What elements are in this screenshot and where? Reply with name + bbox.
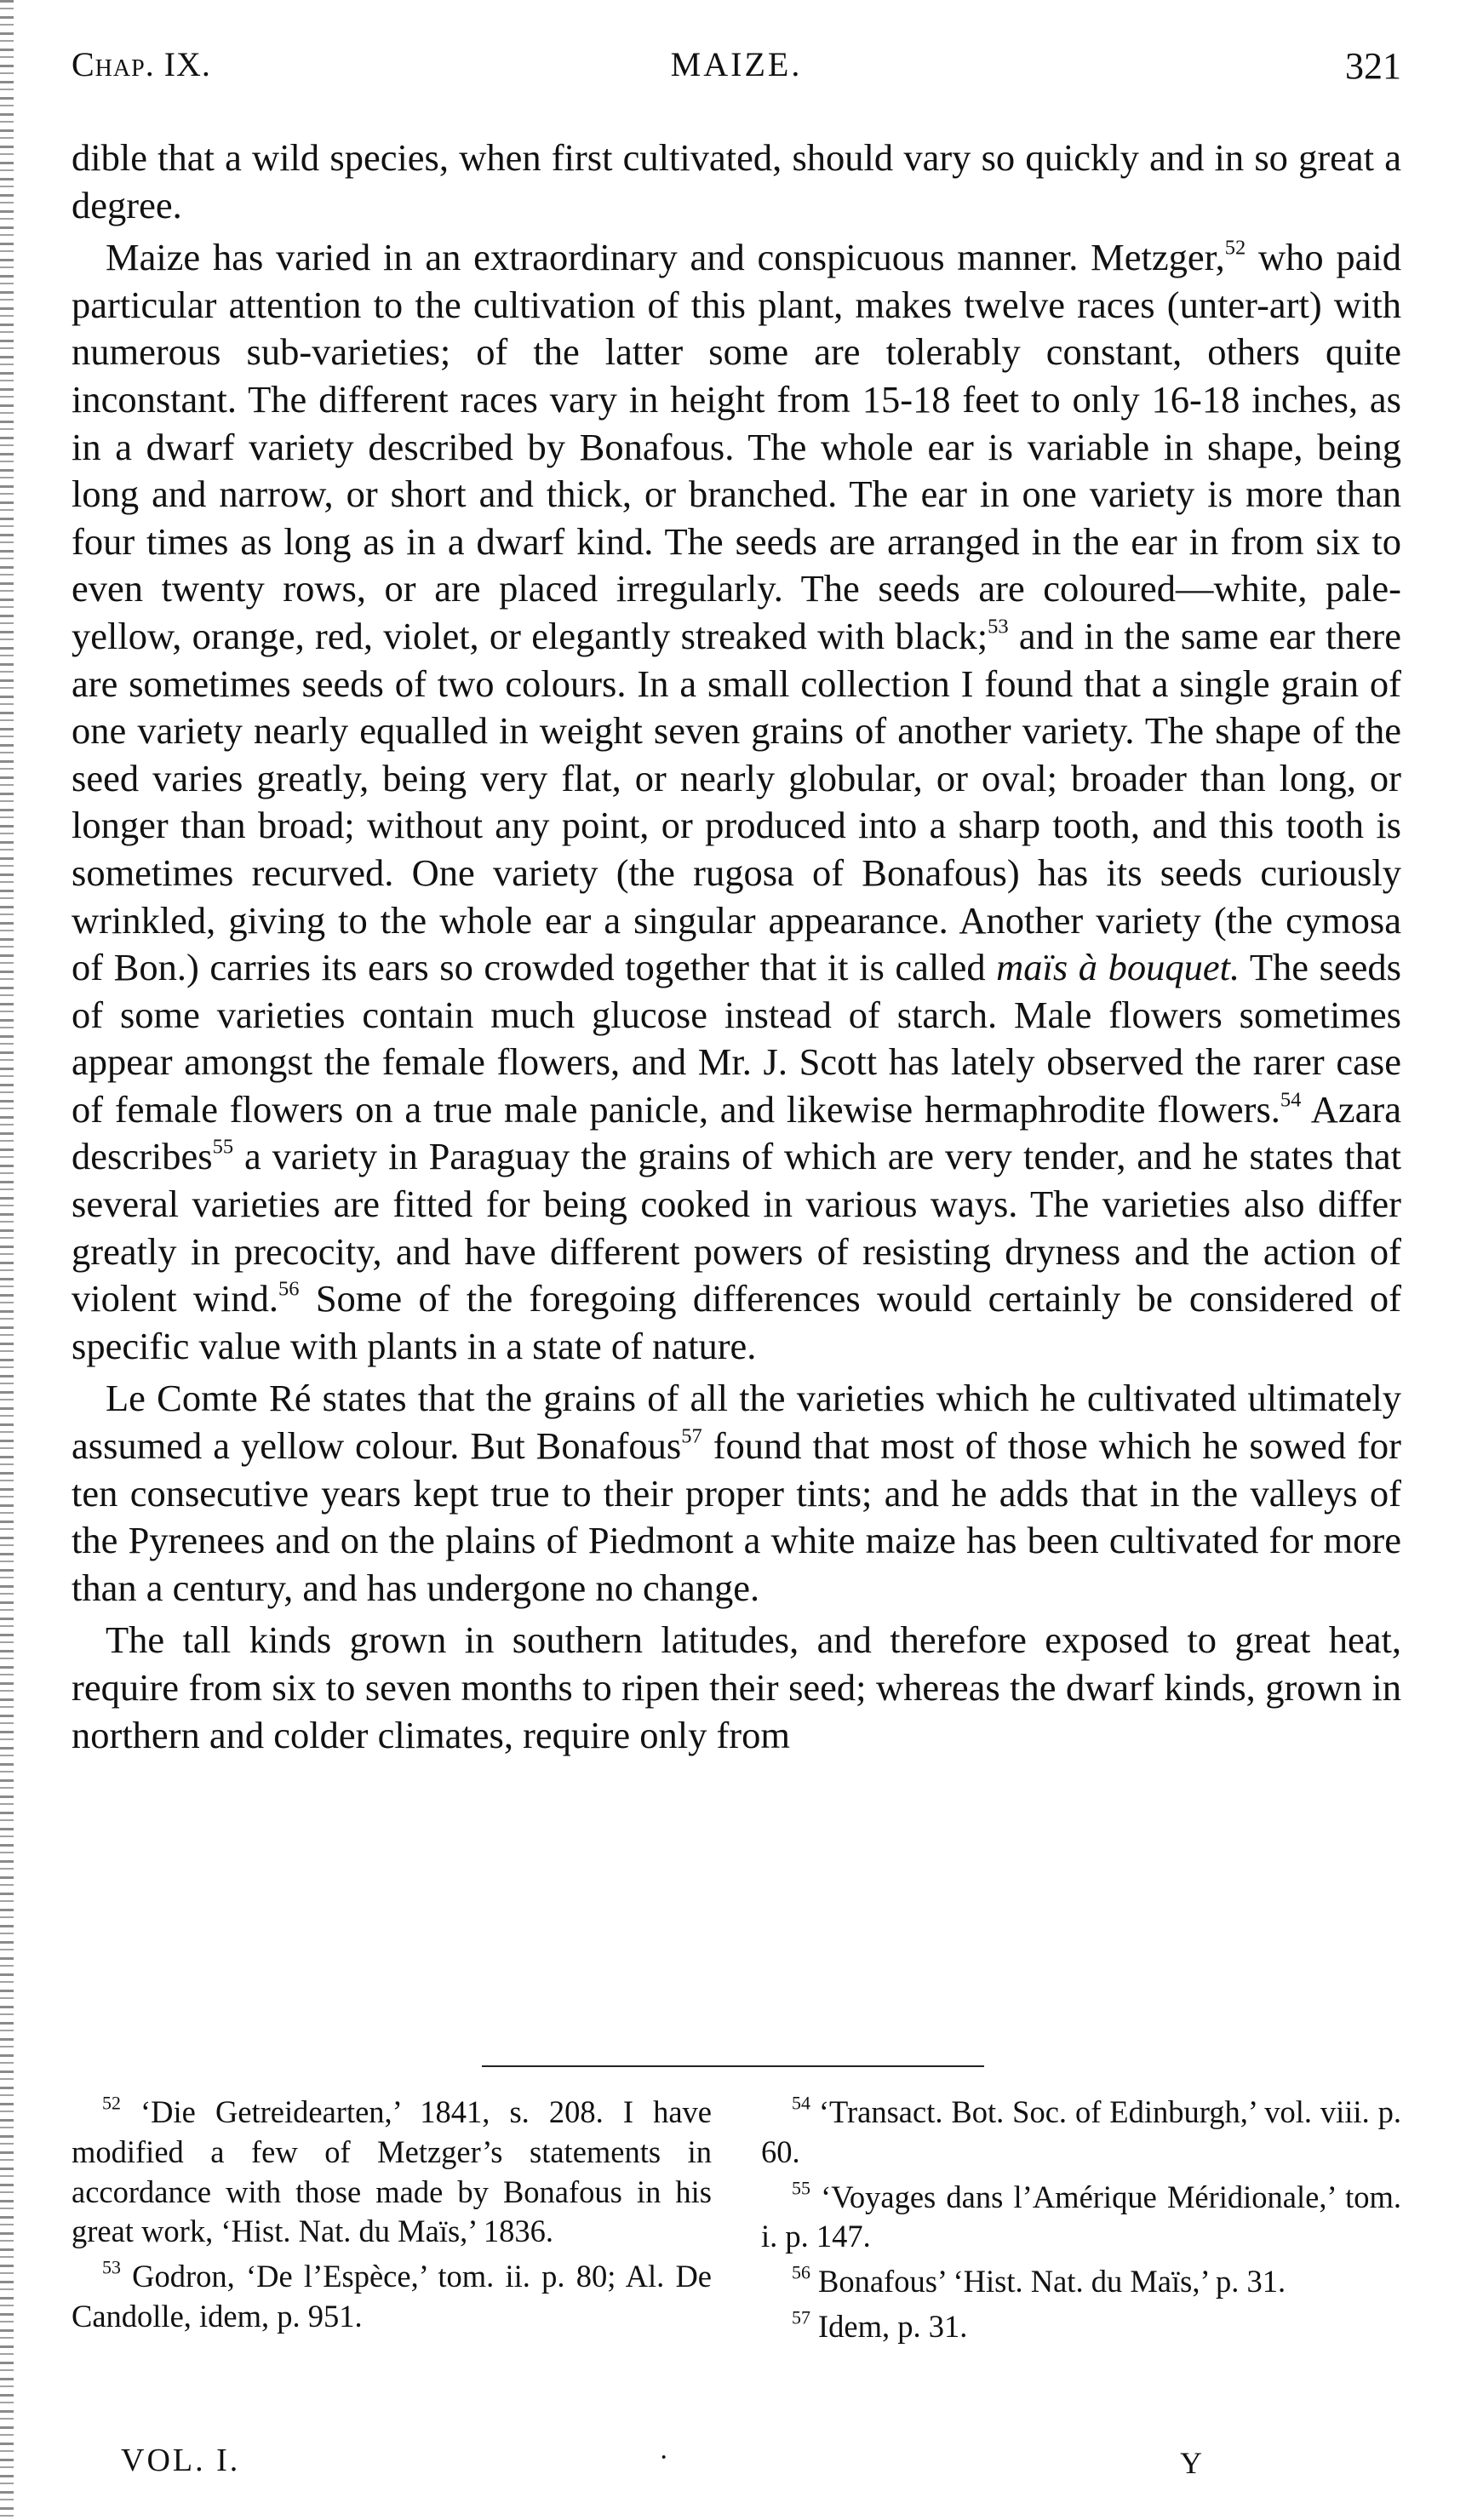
footnote-ref: 52 bbox=[1224, 236, 1246, 260]
footnotes bbox=[72, 2093, 1401, 2352]
volume-label: VOL. I. bbox=[121, 2443, 241, 2478]
footnote-divider bbox=[482, 2065, 984, 2067]
footnote-ref: 53 bbox=[988, 615, 1009, 639]
chapter-label: Chap. IX. bbox=[72, 45, 211, 83]
footnote: $^{56}$ Bonafous’ ‘Hist. Nat. du Maïs,’ p. 31. bbox=[792, 2261, 1286, 2300]
footnote: $^{52}$ ‘Die Getreidearten,’ 1841, s. 208. I have modified a few of Metzger’s statements in accordance with those made by Bonafous in his great work, ‘Hist. Nat. du Maïs,’ 1836. bbox=[72, 2092, 713, 2249]
footnote-ref: 57 bbox=[681, 1424, 702, 1448]
italic-phrase: maïs à bouquet. bbox=[996, 946, 1240, 989]
printer-dot: · bbox=[659, 2442, 669, 2473]
paragraph-4: The tall kinds grown in southern latitudes, and therefore exposed to great heat, require from six to seven months to ripen their seed; whereas the dwarf kinds, grown in northern and colder climates, require only from bbox=[72, 1618, 1401, 1756]
footnotes-right-column bbox=[761, 2093, 1401, 2352]
running-title: MAIZE. bbox=[670, 45, 803, 83]
paragraph-3: Le Comte Ré states that the grains of all the varieties which he cultivated ultimately assumed a yellow colour. But Bonafous$^{57}$ found that most of those which he sowed for ten consecutive years kept true to their proper tints; and he adds that in the valleys of the Pyrenees and on the plains of Piedmont a white maize has been cultivated for more than a century, and has undergone no change. bbox=[72, 1377, 1401, 1609]
footnote-ref: 56 bbox=[278, 1277, 300, 1301]
paragraph-2: Maize has varied in an extraordinary and conspicuous manner. Metzger,$^{52}$ who paid particular attention to the cultivation of this plant, makes twelve races (unter-art) with numerous sub-varieties; of the latter some are tolerably constant, others quite inconstant. The different races vary in height from 15-18 feet to only 16-18 inches, as in a dwarf variety described by Bonafous. The whole ear is variable in shape, being long and narrow, or short and thick, or branched. The ear in one variety is more than four times as long as in a dwarf kind. The seeds are arranged in the ear in from six to even twenty rows, or are placed irregularly. The seeds are coloured—white, pale-yellow, orange, red, violet, or elegantly streaked with black;$^{53}$ and in the same ear there are sometimes seeds of two colours. In a small collection I found that a single grain of one variety nearly equalled in weight seven grains of another variety. The shape of the seed varies greatly, being very flat, or nearly globular, or oval; broader than long, or longer than broad; without any point, or produced into a sharp tooth, and this tooth is sometimes recurved. One variety (the rugosa of Bonafous) has its seeds curiously wrinkled, giving to the whole ear a singular appearance. Another variety (the cymosa of Bon.) carries its ears so crowded together that it is called maïs à bouquet. The seeds of some varieties contain much glucose instead of starch. Male flowers sometimes appear amongst the female flowers, and Mr. J. Scott has lately observed the rarer case of female flowers on a true male panicle, and likewise hermaphrodite flowers.$^{54}$ Azara describes$^{55}$ a variety in Paraguay the grains of which are very tender, and he states that several varieties are fitted for being cooked in various ways. The varieties also differ greatly in precocity, and have different powers of resisting dryness and the action of violent wind.$^{56}$ Some of the foregoing differences would certainly be considered of specific value with plants in a state of nature. bbox=[72, 236, 1401, 1367]
footnote-ref: 55 bbox=[212, 1136, 234, 1160]
signature-mark: Y bbox=[1180, 2446, 1202, 2480]
footnotes-left-column bbox=[72, 2093, 712, 2352]
page-number: 321 bbox=[1345, 45, 1401, 87]
running-header bbox=[72, 44, 1401, 95]
footnote: $^{55}$ ‘Voyages dans l’Amérique Méridionale,’ tom. i. p. 147. bbox=[761, 2177, 1401, 2254]
footnote: $^{57}$ Idem, p. 31. bbox=[792, 2306, 968, 2344]
footnote: $^{54}$ ‘Transact. Bot. Soc. of Edinburgh,’ vol. viii. p. 60. bbox=[761, 2092, 1401, 2169]
footnote: $^{53}$ Godron, ‘De l’Espèce,’ tom. ii. p. 80; Al. De Candolle, idem, p. 951. bbox=[72, 2256, 713, 2334]
footnote-ref: 54 bbox=[1280, 1088, 1302, 1112]
paragraph-1: dible that a wild species, when first cultivated, should vary so quickly and in so great a degree. bbox=[72, 136, 1401, 226]
page-binding-edge bbox=[0, 0, 14, 2520]
main-text bbox=[72, 135, 1401, 1759]
